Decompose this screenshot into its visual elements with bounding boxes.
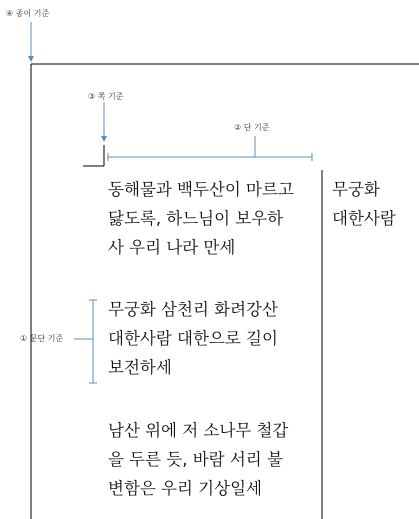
side-label: ③ 쪽 기준	[88, 92, 124, 101]
paragraph-3-line-2: 을 두른 듯, 바람 서리 불	[108, 450, 283, 469]
paper-label: ④ 종이 기준	[6, 9, 50, 18]
paper-arrow-head	[28, 56, 34, 62]
paragraph-2-line-1: 무궁화 삼천리 화려강산	[108, 300, 278, 319]
paragraph-label: ① 문단 기준	[20, 334, 64, 343]
paragraph-1-line-3: 사 우리 나라 만세	[108, 238, 236, 257]
paragraph-3-line-3: 변함은 우리 기상일세	[108, 479, 262, 498]
side-arrow-head	[101, 136, 107, 142]
paragraph-2-line-3: 보전하세	[108, 358, 172, 377]
paragraph-2-line-2: 대한사람 대한으로 길이	[108, 329, 278, 348]
paragraph-1-line-2: 닳도록, 하느님이 보우하	[108, 209, 284, 228]
paragraph-1-line-1: 동해물과 백두산이 마르고	[108, 180, 294, 199]
column-2-line-2: 대한사람	[332, 209, 396, 228]
paragraph-3-line-1: 남산 위에 저 소나무 철갑	[108, 421, 289, 440]
column-label: ② 단 기준	[234, 123, 270, 132]
column-2-line-1: 무궁화	[332, 180, 380, 199]
